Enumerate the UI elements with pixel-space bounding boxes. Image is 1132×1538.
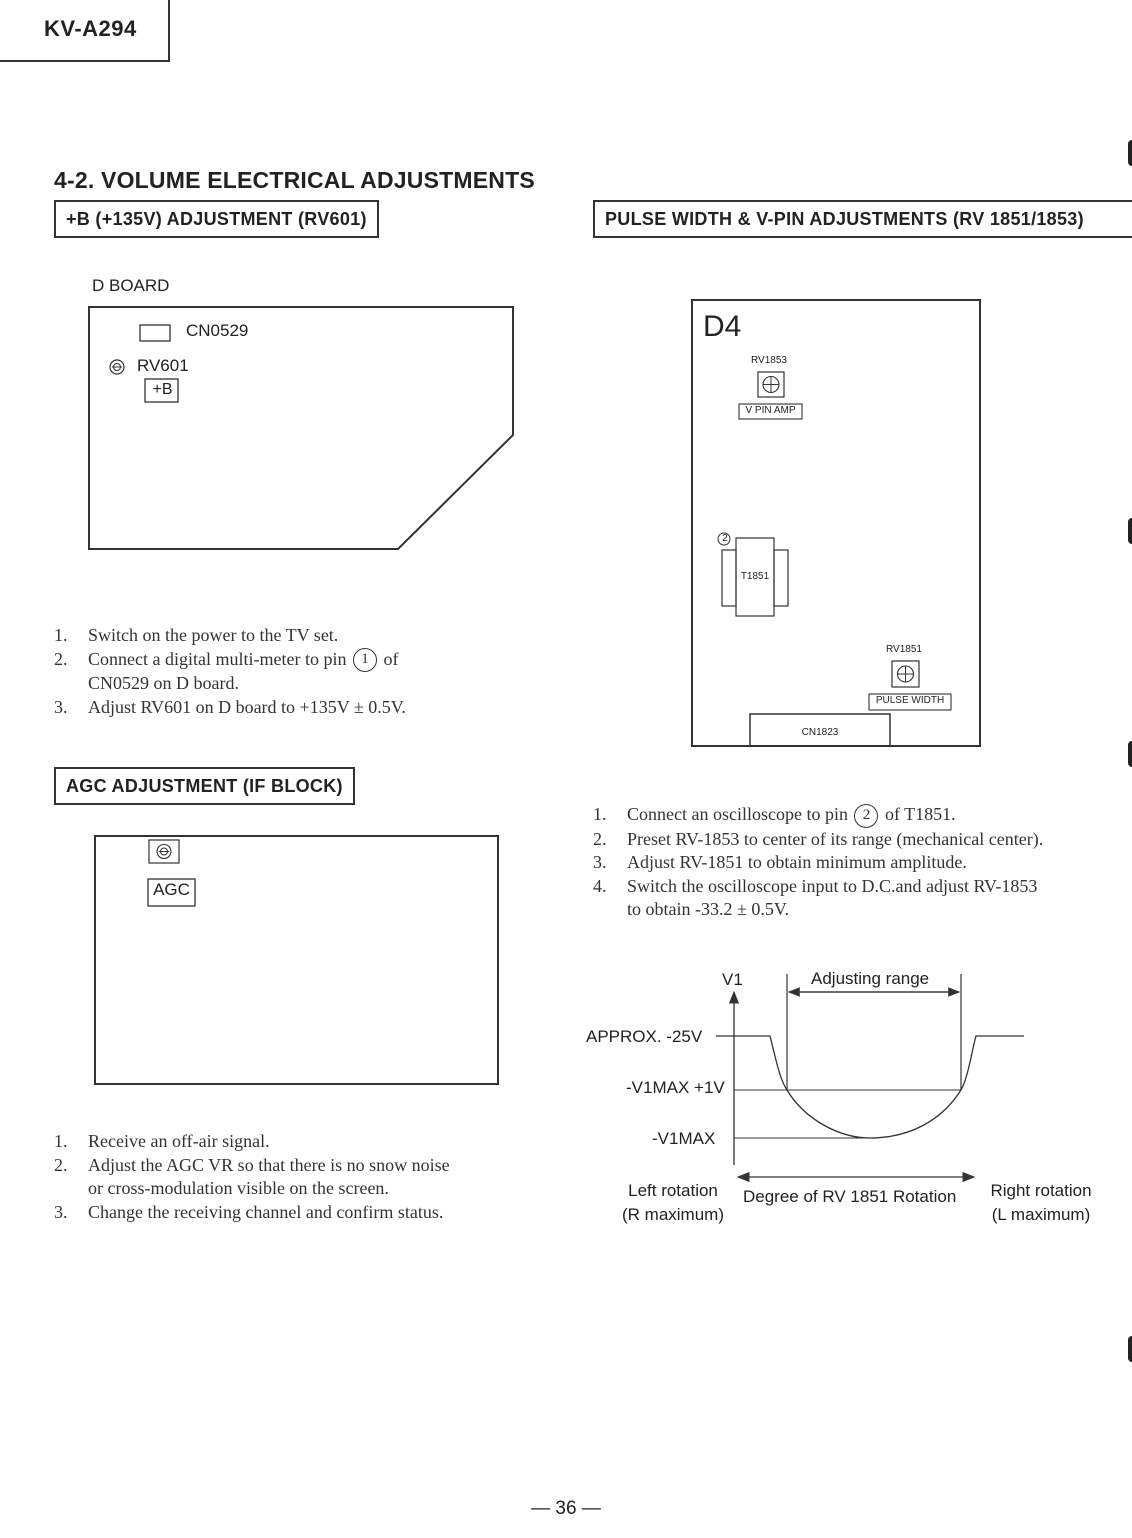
- agc-tag: AGC: [153, 880, 190, 899]
- adjusting-range-label: Adjusting range: [811, 969, 930, 988]
- waveform-curve: [734, 1036, 1024, 1138]
- step-item: 2. Connect a digital multi-meter to pin 1 of CN0529 on D board.: [54, 648, 399, 694]
- degree-label: Degree of RV 1851 Rotation: [743, 1187, 957, 1206]
- b-adjustment-title: +B (+135V) ADJUSTMENT (RV601): [54, 200, 379, 238]
- page-number: — 36 —: [531, 1498, 601, 1519]
- binding-mark: [1128, 1336, 1132, 1362]
- pin-number-badge: 2: [854, 804, 878, 828]
- step-item: 1. Receive an off-air signal.: [54, 1131, 270, 1151]
- if-block-outline: [95, 836, 498, 1084]
- if-block-diagram: [90, 830, 505, 1092]
- binding-mark: [1128, 518, 1132, 544]
- step-item: 3. Adjust RV601 on D board to +135V ± 0.5V.: [54, 696, 406, 717]
- right-rotation-label: Right rotation (L maximum): [990, 1181, 1092, 1224]
- t1851-label: T1851: [740, 571, 770, 582]
- vpin-amp-tag: V PIN AMP: [745, 405, 796, 416]
- model-number: KV-A294: [44, 16, 137, 41]
- pin2-label: 2: [722, 533, 728, 544]
- d-board-diagram: [80, 300, 530, 560]
- pulse-width-tag: PULSE WIDTH: [875, 695, 945, 706]
- d-board-label: D BOARD: [92, 276, 170, 295]
- v1-axis-label: V1: [722, 970, 743, 989]
- step-item: 1. Connect an oscilloscope to pin 2 of T1851.: [593, 803, 1113, 828]
- rv1851-trimmer-icon: [892, 661, 919, 687]
- pulse-width-steps: [593, 803, 1113, 922]
- agc-trimmer-icon: [149, 840, 179, 863]
- binding-mark: [1128, 140, 1132, 166]
- d4-board-name: D4: [703, 310, 742, 343]
- cn0529-connector: [140, 325, 170, 341]
- rv1853-trimmer-icon: [758, 372, 784, 397]
- agc-adjustment-title: AGC ADJUSTMENT (IF BLOCK): [54, 767, 355, 805]
- approx-label: APPROX. -25V: [586, 1027, 703, 1046]
- step-item: 3. Change the receiving channel and confirm status.: [54, 1201, 444, 1222]
- rv601-trimmer-icon: [110, 360, 124, 374]
- d4-board-diagram: [686, 294, 986, 754]
- pin-number-badge: 1: [353, 648, 377, 672]
- b-adjustment-steps: [54, 624, 514, 719]
- step-item: 2. Preset RV-1853 to center of its range (mechanical center).: [593, 828, 1044, 849]
- binding-mark: [1128, 741, 1132, 767]
- rv1853-label: RV1853: [751, 355, 787, 366]
- agc-steps: [54, 1130, 524, 1224]
- v1max-plus-label: -V1MAX +1V: [626, 1078, 725, 1097]
- v1max-label: -V1MAX: [652, 1129, 716, 1148]
- step-item: 3. Adjust RV-1851 to obtain minimum amplitude.: [593, 852, 967, 873]
- rv1851-label: RV1851: [886, 644, 922, 655]
- cn0529-label: CN0529: [186, 321, 249, 340]
- cn1823-label: CN1823: [801, 727, 839, 738]
- step-item: 1. Switch on the power to the TV set.: [54, 625, 339, 645]
- pulse-width-title: PULSE WIDTH & V-PIN ADJUSTMENTS (RV 1851/1853): [593, 200, 1132, 238]
- section-title: 4-2. VOLUME ELECTRICAL ADJUSTMENTS: [54, 167, 535, 193]
- d4-board-outline: [692, 300, 980, 746]
- step-item: 2. Adjust the AGC VR so that there is no snow noise or cross-modulation visible on the screen.: [54, 1154, 450, 1198]
- b-tag: +B: [152, 381, 173, 398]
- rv601-label: RV601: [137, 356, 189, 375]
- d-board-outline: [89, 307, 513, 549]
- left-rotation-label: Left rotation (R maximum): [622, 1181, 724, 1224]
- step-item: 4. Switch the oscilloscope input to D.C.and adjust RV-1853 to obtain -33.2 ± 0.5V.: [593, 875, 1038, 920]
